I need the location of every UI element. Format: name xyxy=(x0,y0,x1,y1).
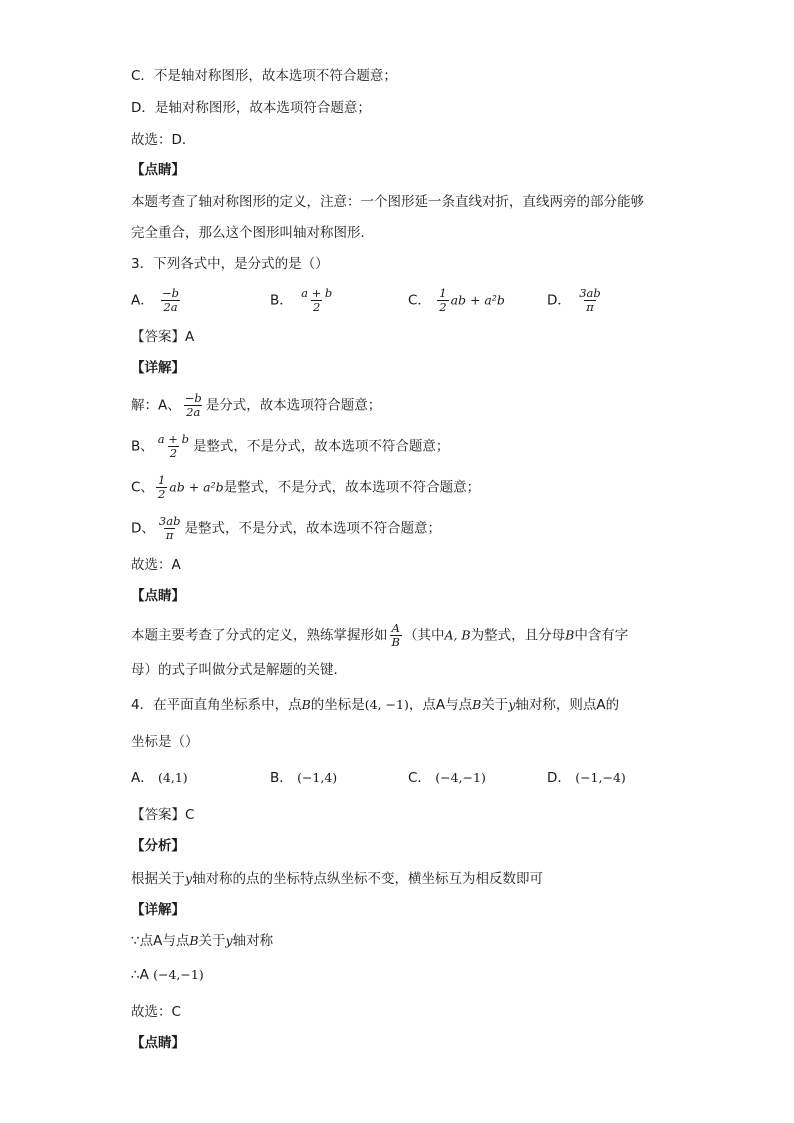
text-line: 故选：D． xyxy=(131,132,196,148)
fraction xyxy=(156,474,167,501)
option-label: C． xyxy=(408,770,431,786)
text-span: 关于 xyxy=(198,933,226,949)
question-4-stem xyxy=(131,695,619,715)
detail-line-c xyxy=(131,474,480,501)
coordinate: (−4,−1) xyxy=(153,967,204,982)
fraction xyxy=(156,433,191,460)
q3-option-d xyxy=(547,287,605,314)
fraction-numerator: 3ab xyxy=(158,514,181,528)
option-value: (−1,−4) xyxy=(575,770,626,785)
text-line: 完全重合，那么这个图形叫轴对称图形． xyxy=(131,225,374,241)
fraction-numerator: a + b xyxy=(301,286,333,300)
text-span: 关于 xyxy=(481,697,509,713)
expression: ab + a²b xyxy=(169,479,224,495)
fraction xyxy=(437,287,448,314)
section-heading: 【分析】 xyxy=(131,838,185,854)
math-var: y xyxy=(508,697,516,712)
text-line: C．不是轴对称图形，故本选项不符合题意； xyxy=(131,68,397,84)
option-label: B． xyxy=(270,770,293,786)
text-span: 为整式，且分母 xyxy=(470,627,566,644)
dianjing-line-2: 母）的式子叫做分式是解题的关键． xyxy=(131,662,347,678)
fraction-denominator: 2 xyxy=(312,300,321,314)
text-span: 根据关于 xyxy=(131,871,185,887)
answer-line: 【答案】C xyxy=(131,807,195,823)
text-span: 轴对称 xyxy=(232,933,274,949)
fraction-numerator: 1 xyxy=(439,286,447,300)
fraction-numerator: −b xyxy=(184,391,202,405)
detail-line-a xyxy=(131,392,381,419)
detail-suffix: 是整式，不是分式，故本选项不符合题意； xyxy=(223,479,481,496)
fraction-denominator: π xyxy=(165,528,174,542)
fraction xyxy=(183,392,204,419)
because-line xyxy=(131,931,273,951)
fraction-denominator: 2a xyxy=(163,300,178,314)
detail-prefix: C、 xyxy=(131,479,154,496)
math-var: A, B xyxy=(444,627,471,643)
detail-prefix: B、 xyxy=(131,438,154,455)
text-span: 4．在平面直角坐标系中，点 xyxy=(131,697,302,713)
question-4-stem-line-2: 坐标是（） xyxy=(131,734,199,750)
text-span: 轴对称，则点A的 xyxy=(515,697,620,713)
text-line: D．是轴对称图形，故本选项符合题意； xyxy=(131,100,371,116)
option-label: A． xyxy=(131,292,154,309)
math-var: y xyxy=(225,933,233,948)
option-value: (4,1) xyxy=(158,770,188,785)
math-var: y xyxy=(185,871,193,886)
fraction-numerator: 1 xyxy=(157,473,166,487)
text-span: ，点A与点 xyxy=(408,697,473,713)
option-label: D． xyxy=(547,770,571,786)
detail-suffix: 是整式，不是分式，故本选项不符合题意； xyxy=(192,438,450,455)
option-label: D． xyxy=(547,292,571,309)
detail-prefix: D、 xyxy=(131,520,155,537)
text-span: 轴对称的点的坐标特点纵坐标不变，横坐标互为相反数即可 xyxy=(192,871,544,887)
detail-prefix: 解：A、 xyxy=(131,397,181,414)
q4-option-d xyxy=(547,768,626,788)
dianjing-line-1 xyxy=(131,622,628,649)
fraction-denominator: 2a xyxy=(186,405,201,419)
fraction xyxy=(390,622,402,649)
section-heading: 【点睛】 xyxy=(131,162,185,178)
fraction xyxy=(299,287,334,314)
fraction-denominator: 2 xyxy=(157,487,166,501)
detail-line-d xyxy=(131,515,441,542)
q3-option-b xyxy=(270,287,336,314)
expression: ab + a²b xyxy=(450,292,505,308)
fraction-numerator: 3ab xyxy=(579,286,601,300)
q4-option-a xyxy=(131,768,188,788)
q3-option-a xyxy=(131,287,183,314)
section-heading: 【点睛】 xyxy=(131,1035,185,1051)
q4-option-c xyxy=(408,768,486,788)
fraction-numerator: a + b xyxy=(157,432,189,446)
fraction xyxy=(160,287,181,314)
section-heading: 【点睛】 xyxy=(131,588,185,604)
math-var: B xyxy=(472,697,482,712)
therefore-line xyxy=(131,965,204,985)
detail-suffix: 是分式，故本选项符合题意； xyxy=(205,397,382,414)
choose-line: 故选：A xyxy=(131,557,181,573)
fraction xyxy=(157,515,183,542)
fraction-numerator: −b xyxy=(162,286,180,300)
question-3-stem: 3．下列各式中，是分式的是（） xyxy=(131,256,329,272)
q3-option-c xyxy=(408,287,505,314)
fraction-denominator: 2 xyxy=(169,446,178,460)
fraction-denominator: π xyxy=(586,300,594,314)
section-heading: 【详解】 xyxy=(131,360,185,376)
section-heading: 【详解】 xyxy=(131,902,185,918)
option-label: A． xyxy=(131,770,154,786)
detail-line-b xyxy=(131,433,449,460)
text-span: 本题主要考查了分式的定义，熟练掌握形如 xyxy=(131,627,388,644)
fraction-denominator: 2 xyxy=(439,300,447,314)
option-label: B． xyxy=(270,292,293,309)
fraction xyxy=(577,287,603,314)
math-var: B xyxy=(565,627,575,643)
fraction-denominator: B xyxy=(391,635,400,649)
text-span: （其中 xyxy=(403,627,445,644)
text-span: 中含有字 xyxy=(574,627,629,644)
text-span: ∵点A与点 xyxy=(131,933,190,949)
fraction-numerator: A xyxy=(391,621,400,635)
option-value: (−1,4) xyxy=(297,770,338,785)
choose-line: 故选：C xyxy=(131,1004,181,1020)
answer-line: 【答案】A xyxy=(131,329,195,345)
detail-suffix: 是整式，不是分式，故本选项不符合题意； xyxy=(184,520,441,537)
option-label: C． xyxy=(408,292,431,309)
math-var: B xyxy=(301,697,311,712)
math-var: B xyxy=(189,933,199,948)
text-span: 的坐标是 xyxy=(310,697,365,713)
coordinate: (4, −1) xyxy=(364,697,409,712)
text-span: ∴A xyxy=(131,967,149,983)
text-line: 本题考查了轴对称图形的定义，注意：一个图形延一条直线对折，直线两旁的部分能够 xyxy=(131,194,644,210)
analysis-line xyxy=(131,869,543,889)
q4-option-b xyxy=(270,768,337,788)
option-value: (−4,−1) xyxy=(435,770,486,785)
